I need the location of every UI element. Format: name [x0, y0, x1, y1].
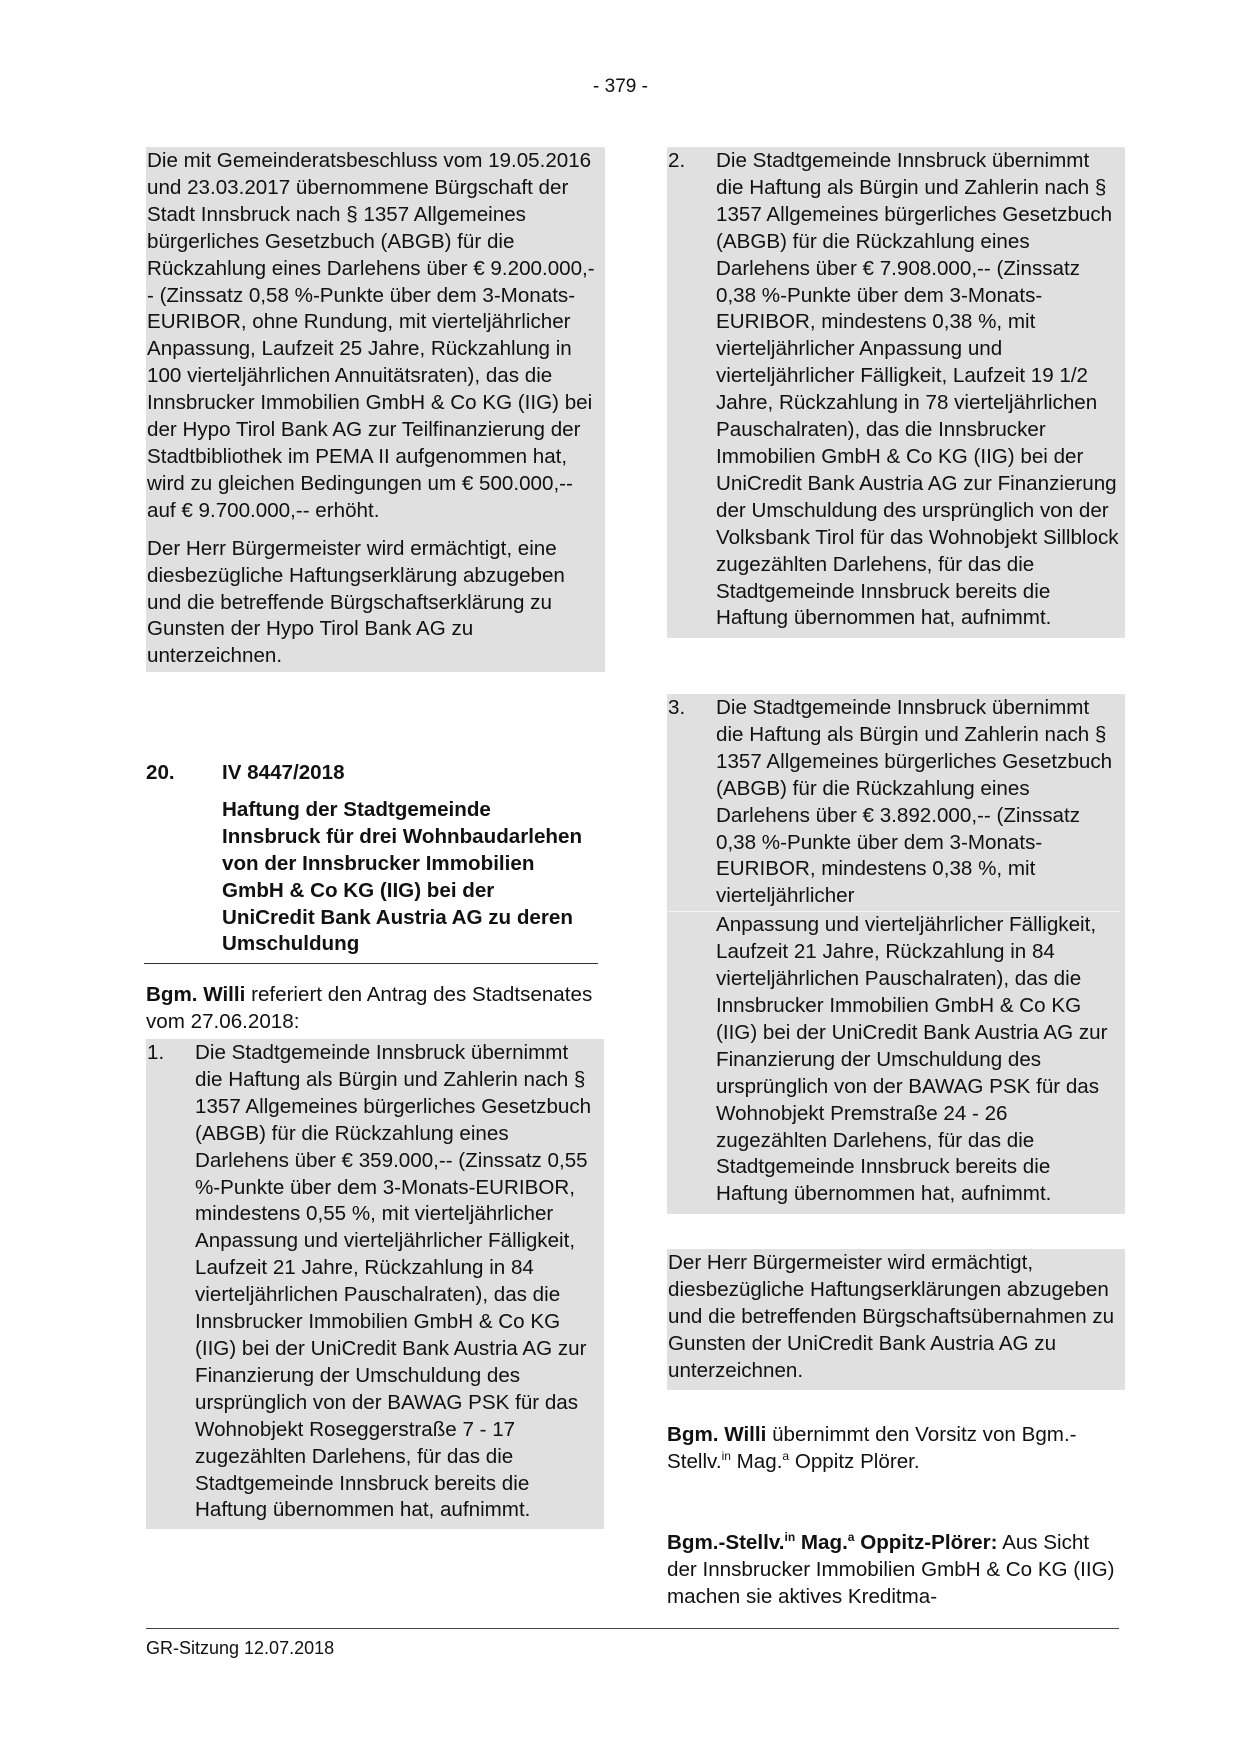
footer-session: GR-Sitzung 12.07.2018	[146, 1638, 335, 1658]
item-text: Die Stadtgemeinde Innsbruck übernimmt die Haftung als Bürgin und Zahlerin nach § 1357 Allgemeines bürgerliches Gesetzbuch (ABGB) für die Rückzahlung eines Darlehens über € 359.000,-- (Zinssatz 0,55 %-Punkte über dem 3-Monats-EURIBOR, mindestens 0,55 %, mit vierteljährlicher Anpassung und vierteljährlicher Fälligkeit, Laufzeit 21 Jahre, Rückzahlung in 84 vierteljährlichen Pauschalraten), das die Innsbrucker Immobilien GmbH & Co KG (IIG) bei der UniCredit Bank Austria AG zur Finanzierung der Umschuldung des ursprünglich von der BAWAG PSK für das Wohnobjekt Roseggerstraße 7 - 17 zugezählten Darlehens, für das die Stadtgemeinde Innsbruck bereits die Haftung übernommen hat, aufnimmt.	[195, 1041, 592, 1522]
intro-text: referiert den Antrag des Stadtsenates vom 27.06.2018:	[146, 983, 593, 1034]
agenda-divider	[144, 963, 598, 964]
agenda-reference: IV 8447/2018	[222, 761, 345, 784]
item-text-part2: Anpassung und vierteljährlicher Fälligkeit, Laufzeit 21 Jahre, Rückzahlung in 84 vierteljährlichen Pauschalraten), das die Innsbrucker Immobilien GmbH & Co KG (IIG) bei der UniCredit Bank Austria AG zur Finanzierung der Umschuldung des ursprünglich von der BAWAG PSK für das Wohnobjekt Premstraße 24 - 26 zugezählten Darlehens, für das die Stadtgemeinde Innsbruck bereits die Haftung übernommen hat, aufnimmt.	[716, 913, 1108, 1206]
motion-item-3	[667, 694, 1125, 1214]
motion-item-2	[667, 147, 1125, 638]
authorization-paragraph: Der Herr Bürgermeister wird ermächtigt, diesbezügliche Haftungserklärungen abzugeben und die betreffenden Bürgschaftsübernahmen zu Gunsten der UniCredit Bank Austria AG zu unterzeichnen.	[668, 1251, 1115, 1382]
authorization-paragraph: Der Herr Bürgermeister wird ermächtigt, eine diesbezügliche Haftungserklärung abzugeben und die betreffende Bürgschaftserklärung zu Gunsten der Hypo Tirol Bank AG zu unterzeichnen.	[147, 536, 565, 668]
resolution-paragraph: Die mit Gemeinderatsbeschluss vom 19.05.2016 und 23.03.2017 übernommene Bürgschaft der Stadt Innsbruck nach § 1357 Allgemeines bürgerliches Gesetzbuch (ABGB) für die Rückzahlung eines Darlehens über € 9.200.000,-- (Zinssatz 0,58 %-Punkte über dem 3-Monats-EURIBOR, ohne Rundung, mit vierteljährlicher Anpassung, Laufzeit 25 Jahre, Rückzahlung in 100 vierteljährlichen Annuitätsraten), das die Innsbrucker Immobilien GmbH & Co KG (IIG) bei der Hypo Tirol Bank AG zur Teilfinanzierung der Stadtbibliothek im PEMA II aufgenommen hat, wird zu gleichen Bedingungen um € 500.000,-- auf € 9.700.000,-- erhöht.	[147, 149, 595, 522]
motion-item-1	[146, 1039, 604, 1529]
item-text-part1: Die Stadtgemeinde Innsbruck übernimmt die Haftung als Bürgin und Zahlerin nach § 1357 Allgemeines bürgerliches Gesetzbuch (ABGB) für die Rückzahlung eines Darlehens über € 3.892.000,-- (Zinssatz 0,38 %-Punkte über dem 3-Monats-EURIBOR, mindestens 0,38 %, mit vierteljährlicher	[716, 696, 1113, 908]
intro-speaker: Bgm. Willi	[146, 983, 246, 1007]
footer-divider	[146, 1628, 1119, 1629]
item-number: 2.	[668, 149, 686, 172]
chair-paragraph: Bgm. Willi übernimmt den Vorsitz von Bgm.-Stellv.$^{in}$ Mag.$^a$ Oppitz Plörer.	[667, 1423, 1077, 1473]
speech-speaker: Bgm.-Stellv.$^{in}$ Mag.$^a$ Oppitz-Plörer:	[667, 1530, 998, 1554]
agenda-item-20	[146, 760, 598, 1036]
agenda-title: Haftung der Stadtgemeinde Innsbruck für drei Wohnbaudarlehen von der Innsbrucker Immobilien GmbH & Co KG (IIG) bei der UniCredit Bank Austria AG zu deren Umschuldung	[222, 797, 583, 956]
item-text: Die Stadtgemeinde Innsbruck übernimmt die Haftung als Bürgin und Zahlerin nach § 1357 Allgemeines bürgerliches Gesetzbuch (ABGB) für die Rückzahlung eines Darlehens über € 7.908.000,-- (Zinssatz 0,38 %-Punkte über dem 3-Monats-EURIBOR, mindestens 0,38 %, mit vierteljährlicher Anpassung und vierteljährlicher Fälligkeit, Laufzeit 19 1/2 Jahre, Rückzahlung in 78 vierteljährlichen Pauschalraten), das die Innsbrucker Immobilien GmbH & Co KG (IIG) bei der UniCredit Bank Austria AG zur Finanzierung der Umschuldung des ursprünglich von der Volksbank Tirol für das Wohnobjekt Sillblock zugezählten Darlehens, für das die Stadtgemeinde Innsbruck bereits die Haftung übernommen hat, aufnimmt.	[716, 149, 1119, 630]
resolution-block-hypo	[146, 147, 605, 672]
page-number: - 379 -	[593, 76, 648, 97]
speech-text: Aus Sicht der Innsbrucker Immobilien GmbH & Co KG (IIG) machen sie aktives Kreditma-	[667, 1531, 1115, 1608]
item-number: 1.	[147, 1041, 165, 1064]
item-text	[716, 695, 1120, 910]
speech-oppitz-ploerer	[667, 1530, 1119, 1611]
speech-paragraph	[667, 1530, 1119, 1611]
chair-handover	[667, 1422, 1119, 1476]
item-number: 3.	[668, 696, 686, 719]
chair-speaker: Bgm. Willi	[667, 1423, 767, 1446]
agenda-intro	[146, 982, 598, 1036]
agenda-heading	[146, 760, 598, 787]
agenda-number: 20.	[146, 761, 175, 784]
authorization-block-unicredit	[667, 1249, 1125, 1390]
